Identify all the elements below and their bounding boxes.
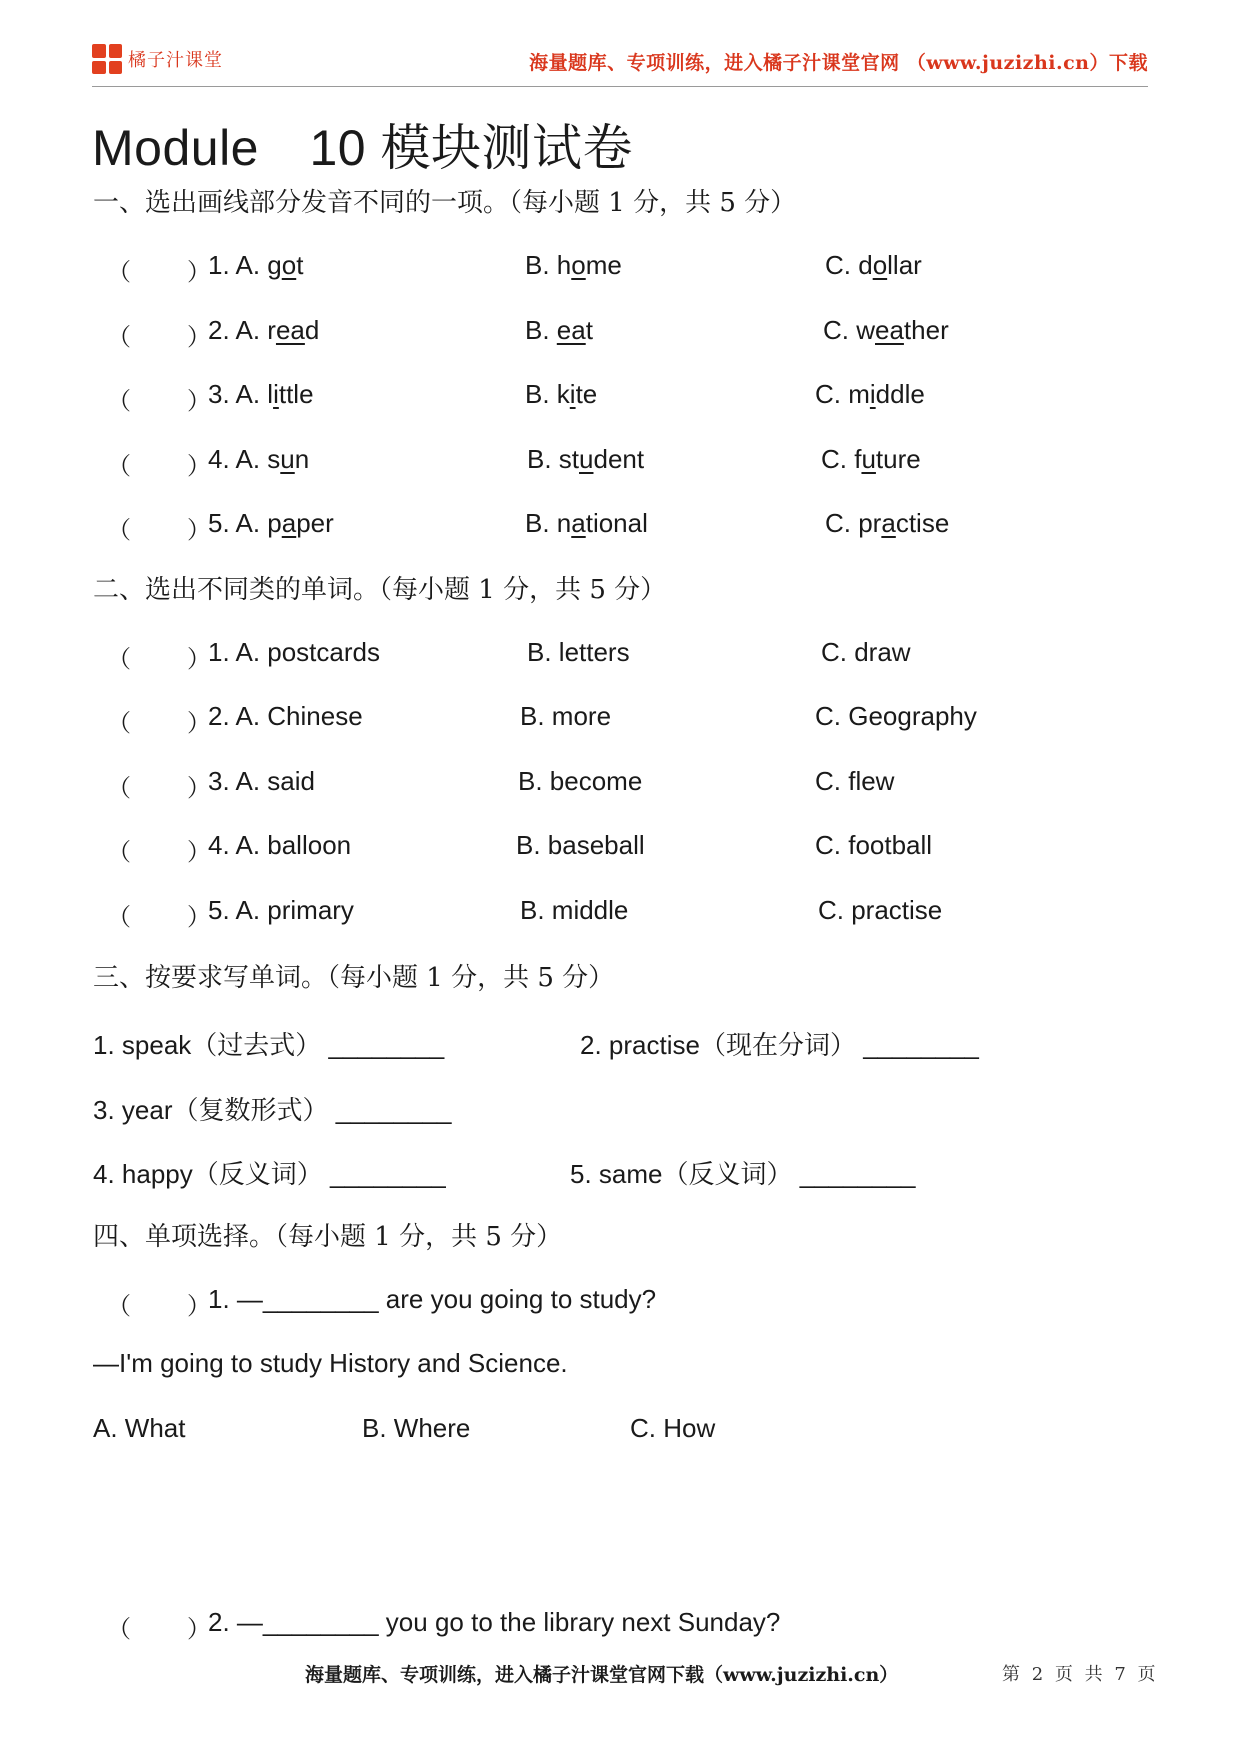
answer-bracket: （ ） — [107, 775, 211, 802]
s4-q1-stem: 1. —________ are you going to study? — [208, 1284, 657, 1314]
s3-item-2: 2. practise（现在分词） ________ — [580, 1030, 979, 1061]
answer-bracket: （ ） — [107, 517, 211, 544]
s4-q1-option-a: A. What — [93, 1413, 186, 1443]
page-footer: 海量题库、专项训练，进入橘子汁课堂官网下载（www.juzizhi.cn） — [305, 1664, 899, 1686]
s2-q4-option-a: 4. A. balloon — [208, 830, 352, 860]
s2-q1-option-b: B. letters — [527, 637, 630, 667]
s3-item-3: 3. year（复数形式） ________ — [93, 1095, 452, 1126]
s4-q1-option-c: C. How — [630, 1413, 716, 1443]
answer-bracket: （ ） — [107, 324, 211, 351]
s4-q1-option-b: B. Where — [362, 1413, 471, 1443]
logo-icon — [92, 44, 122, 74]
s1-q3-option-c: C. middle — [815, 379, 925, 409]
answer-bracket: （ ） — [107, 839, 211, 866]
answer-blank[interactable]: ________ — [335, 1095, 452, 1125]
s2-q4-option-b: B. baseball — [516, 830, 645, 860]
answer-blank[interactable]: ________ — [863, 1030, 979, 1060]
answer-bracket: （ ） — [107, 1293, 211, 1320]
s1-q2-option-c: C. weather — [823, 315, 949, 345]
s1-q2-option-a: 2. A. read — [208, 315, 320, 345]
s2-q1-option-a: 1. A. postcards — [208, 637, 380, 667]
s2-q2-option-c: C. Geography — [815, 701, 977, 731]
s1-q3-option-b: B. kite — [525, 379, 598, 409]
s4-q2-stem: 2. —________ you go to the library next Sunday? — [208, 1607, 781, 1637]
s2-q3-option-c: C. flew — [815, 766, 895, 796]
s2-q3-option-b: B. become — [518, 766, 643, 796]
answer-blank[interactable]: ________ — [328, 1030, 445, 1060]
page-title: Module 10 模块测试卷 — [92, 120, 633, 176]
s2-q4-option-c: C. football — [815, 830, 933, 860]
s1-q4-option-c: C. future — [821, 444, 921, 474]
s3-item-5: 5. same（反义词） ________ — [570, 1159, 916, 1190]
section-3-heading: 三、按要求写单词。（每小题 1 分，共 5 分） — [93, 963, 615, 993]
section-2-heading: 二、选出不同类的单词。（每小题 1 分，共 5 分） — [93, 575, 667, 605]
answer-bracket: （ ） — [107, 259, 211, 286]
answer-blank[interactable]: ________ — [330, 1159, 446, 1189]
s1-q2-option-b: B. eat — [525, 315, 593, 345]
s2-q3-option-a: 3. A. said — [208, 766, 315, 796]
s1-q3-option-a: 3. A. little — [208, 379, 314, 409]
header-slogan: 海量题库、专项训练，进入橘子汁课堂官网 （www.juzizhi.cn）下载 — [529, 52, 1148, 74]
page-number: 第 2 页 共 7 页 — [1002, 1664, 1156, 1685]
s1-q5-option-c: C. practise — [825, 508, 950, 538]
s1-q5-option-a: 5. A. paper — [208, 508, 334, 538]
s1-q5-option-b: B. national — [525, 508, 648, 538]
s3-item-1: 1. speak（过去式） ________ — [93, 1030, 445, 1061]
logo — [92, 44, 223, 74]
answer-bracket: （ ） — [107, 1616, 211, 1643]
s2-q2-option-b: B. more — [520, 701, 612, 731]
answer-bracket: （ ） — [107, 388, 211, 415]
s4-q1-reply: —I'm going to study History and Science. — [93, 1348, 568, 1378]
logo-text: 橘子汁课堂 — [128, 50, 223, 71]
s3-item-4: 4. happy（反义词） ________ — [93, 1159, 446, 1190]
s1-q4-option-a: 4. A. sun — [208, 444, 310, 474]
section-1-heading: 一、选出画线部分发音不同的一项。（每小题 1 分，共 5 分） — [93, 188, 797, 218]
answer-bracket: （ ） — [107, 453, 211, 480]
s2-q5-option-a: 5. A. primary — [208, 895, 354, 925]
answer-blank[interactable]: ________ — [799, 1159, 916, 1189]
s1-q1-option-b: B. home — [525, 250, 622, 280]
s2-q5-option-b: B. middle — [520, 895, 629, 925]
s2-q2-option-a: 2. A. Chinese — [208, 701, 363, 731]
section-4-heading: 四、单项选择。（每小题 1 分，共 5 分） — [93, 1222, 563, 1252]
s2-q1-option-c: C. draw — [821, 637, 911, 667]
page-header — [92, 42, 1148, 87]
answer-bracket: （ ） — [107, 646, 211, 673]
s1-q4-option-b: B. student — [527, 444, 645, 474]
s2-q5-option-c: C. practise — [818, 895, 943, 925]
s1-q1-option-a: 1. A. got — [208, 250, 304, 280]
s1-q1-option-c: C. dollar — [825, 250, 922, 280]
answer-bracket: （ ） — [107, 904, 211, 931]
answer-bracket: （ ） — [107, 710, 211, 737]
